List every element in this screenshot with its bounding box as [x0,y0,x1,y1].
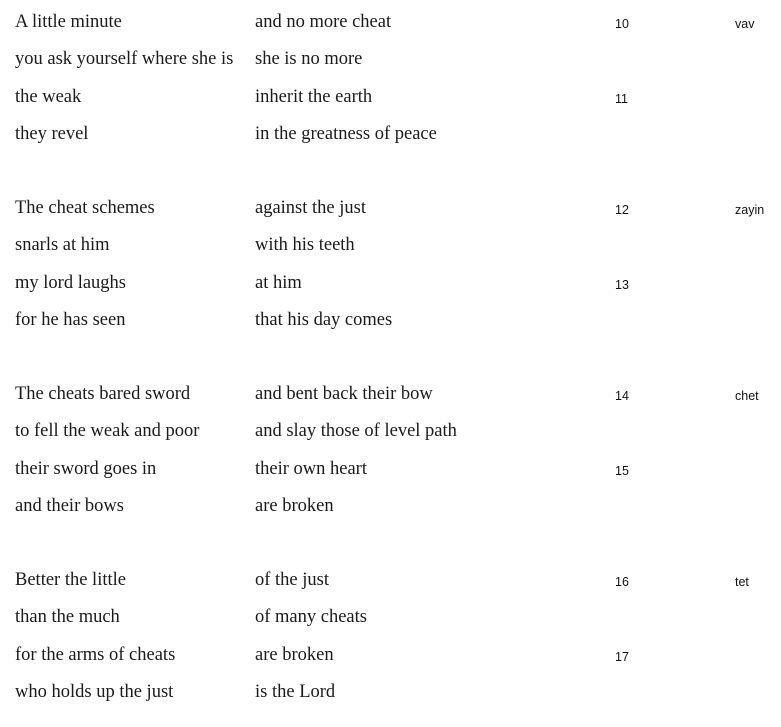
verse-line [0,675,781,712]
line-second-half: against the just [255,198,366,218]
verse-line [0,117,781,154]
verse-number: 17 [615,649,629,664]
line-first-half: my lord laughs [15,272,126,293]
line-second-half: inherit the earth [255,86,373,107]
line-first-half: snarls at him [15,235,110,256]
verse-line [0,377,781,414]
line-second-half: and slay those of level path [255,421,457,442]
verse-number: 16 [615,575,629,589]
verse-line [0,191,781,228]
line-first-half: A little minute [15,12,122,32]
line-second-half: is the Lord [255,681,336,702]
verse-line [0,266,781,303]
hebrew-letter-label: vav [735,17,755,31]
verse-line [0,563,781,600]
stanza-chet [0,377,781,526]
verse-line [0,489,781,526]
line-first-half: their sword goes in [15,458,157,479]
verse-number: 13 [615,277,629,292]
hebrew-letter-label: chet [735,389,759,403]
line-first-half: for he has seen [15,309,126,330]
line-second-half: are broken [255,644,334,665]
verse-line [0,5,781,42]
line-second-half: at him [255,272,302,293]
line-second-half: of the just [255,570,329,590]
line-first-half: who holds up the just [15,681,174,702]
stanza-tet [0,563,781,712]
verse-number: 10 [615,17,629,31]
verse-line [0,452,781,489]
verse-line [0,638,781,675]
line-first-half: to fell the weak and poor [15,421,200,442]
verse-line [0,414,781,451]
line-second-half: with his teeth [255,235,355,256]
line-first-half: the weak [15,86,82,107]
line-second-half: she is no more [255,49,363,70]
line-second-half: are broken [255,495,334,516]
line-first-half: The cheats bared sword [15,384,191,404]
verse-line [0,80,781,117]
verse-number: 11 [615,91,628,106]
line-first-half: The cheat schemes [15,198,155,218]
verse-line [0,600,781,637]
line-second-half: in the greatness of peace [255,123,437,144]
hebrew-letter-label: zayin [735,203,765,217]
verse-line [0,303,781,340]
line-second-half: and no more cheat [255,12,392,32]
stanza-zayin [0,191,781,340]
verse-line [0,42,781,79]
line-second-half: and bent back their bow [255,384,433,404]
line-first-half: for the arms of cheats [15,644,176,665]
line-first-half: and their bows [15,495,124,516]
line-second-half: of many cheats [255,607,367,628]
hebrew-letter-label: tet [735,575,749,589]
verse-number: 12 [615,203,629,217]
line-first-half: they revel [15,123,89,144]
verse-line [0,228,781,265]
line-second-half: that his day comes [255,309,393,330]
verse-number: 15 [615,463,629,478]
line-first-half: than the much [15,607,120,628]
line-second-half: their own heart [255,458,367,479]
line-first-half: you ask yourself where she is [15,49,234,70]
verse-number: 14 [615,389,629,403]
line-first-half: Better the little [15,570,126,590]
stanza-vav [0,5,781,154]
